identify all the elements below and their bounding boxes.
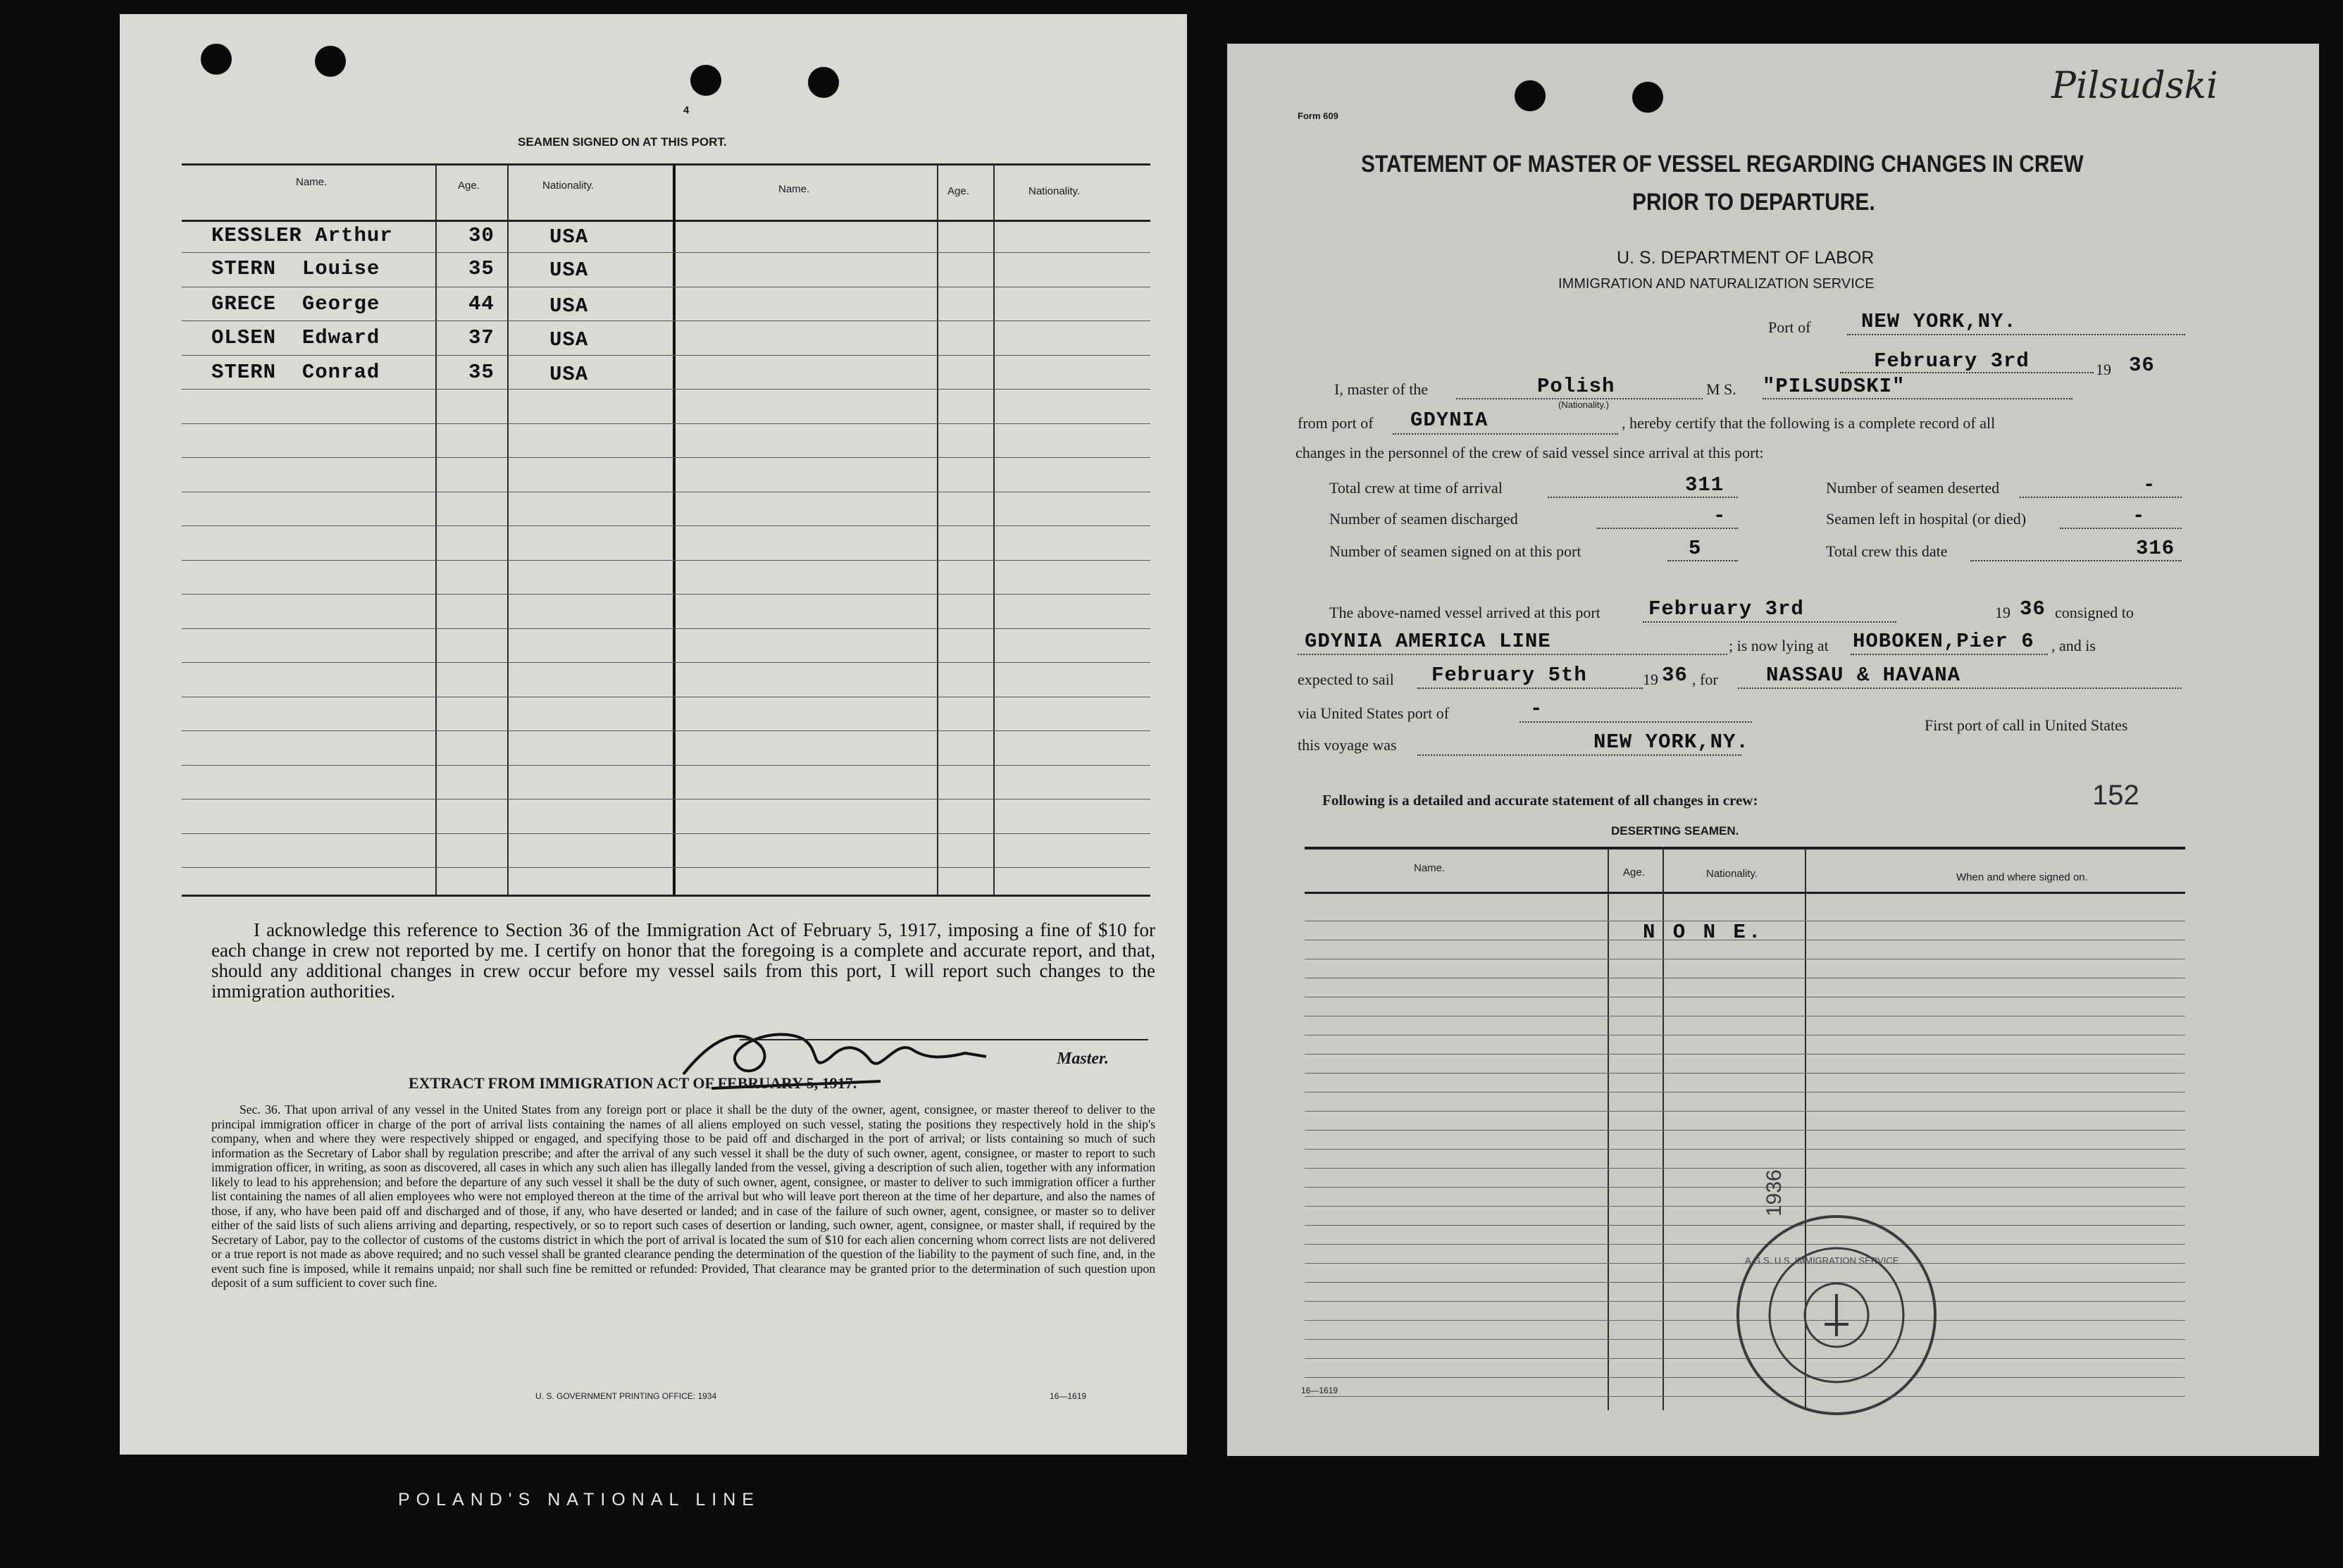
following-text: Following is a detailed and accurate statement of all changes in crew: xyxy=(1322,792,1758,809)
printer-line: U. S. GOVERNMENT PRINTING OFFICE: 1934 xyxy=(535,1391,717,1401)
form-code: 16—1619 xyxy=(1301,1386,1338,1395)
left-page xyxy=(120,14,1187,1560)
form-title: PRIOR TO DEPARTURE. xyxy=(1632,189,1875,216)
column-header-nationality: Nationality. xyxy=(1706,868,1758,880)
column-header-nationality: Nationality. xyxy=(1028,185,1081,197)
form-code: 16—1619 xyxy=(1050,1391,1087,1401)
table-rule xyxy=(1305,1187,2185,1188)
table-rule xyxy=(182,594,1150,595)
table-cell-nationality: USA xyxy=(549,225,589,249)
punch-hole xyxy=(1515,80,1546,111)
vessel-type: M S. xyxy=(1706,380,1736,398)
footer-strip xyxy=(120,1455,1187,1560)
and-is-label: , and is xyxy=(2051,637,2096,654)
lying-label: ; is now lying at xyxy=(1729,637,1829,654)
first-port-label: First port of call in United States xyxy=(1925,716,2128,734)
punch-hole xyxy=(315,46,346,77)
table-cell-nationality: USA xyxy=(549,363,589,386)
date-value: February 3rd xyxy=(1874,349,2030,373)
table-rule xyxy=(182,867,1150,868)
extract-title: EXTRACT FROM IMMIGRATION ACT OF FEBRUARY 5, 1917. xyxy=(409,1074,857,1092)
form-title: STATEMENT OF MASTER OF VESSEL REGARDING CHANGES IN CREW xyxy=(1361,151,2084,178)
table-rule xyxy=(182,457,1150,458)
sail-year-value: 36 xyxy=(1662,664,1688,687)
punch-hole xyxy=(1632,82,1663,113)
table-row: STERN Louise xyxy=(211,257,380,280)
table-rule xyxy=(182,765,1150,766)
stat-value: 316 xyxy=(2136,537,2175,560)
table-rule xyxy=(182,525,1150,526)
right-page xyxy=(1227,44,2319,1456)
column-header-age: Age. xyxy=(947,185,969,197)
expected-label: expected to sail xyxy=(1298,671,1394,688)
table-cell-nationality: USA xyxy=(549,259,589,282)
table-rule xyxy=(1305,1168,2185,1169)
table-rule xyxy=(1305,1073,2185,1074)
table-rule xyxy=(182,355,1150,356)
stat-value: - xyxy=(2132,504,2146,528)
table-rule xyxy=(1305,1092,2185,1093)
stamp-text: A.G.S. U.S. IMMIGRATION SERVICE xyxy=(1745,1255,1899,1266)
acknowledgement-text: I acknowledge this reference to Section 36 of the Immigration Act of February 5, 1917, imposing a fine of $10 for each change in crew not reported by me. I certify on honor that the foregoing is a complete and accurate report, and that, should any additional changes in crew occur before my vessel sails from this port, I will report such changes to the immigration authorities. xyxy=(211,919,1155,1002)
table-rule xyxy=(182,560,1150,561)
table-rule xyxy=(182,730,1150,731)
arrived-label: The above-named vessel arrived at this port xyxy=(1329,604,1601,621)
table-cell-age: 30 xyxy=(468,224,495,247)
arrived-year-prefix: 19 xyxy=(1995,604,2010,621)
table-row: OLSEN Edward xyxy=(211,326,380,349)
master-of-label: I, master of the xyxy=(1334,380,1429,398)
none-value: N O N E. xyxy=(1643,921,1764,944)
consignee-value: GDYNIA AMERICA LINE xyxy=(1305,630,1551,653)
column-header-nationality: Nationality. xyxy=(542,180,595,192)
table-row: GRECE George xyxy=(211,292,380,316)
for-label: , for xyxy=(1692,671,1718,688)
via-label: via United States port of xyxy=(1298,704,1450,722)
table-row: STERN Conrad xyxy=(211,361,380,384)
table-cell-age: 35 xyxy=(468,361,495,384)
column-header-age: Age. xyxy=(1623,866,1645,878)
sail-value: February 5th xyxy=(1431,664,1587,687)
destination-value: NASSAU & HAVANA xyxy=(1766,664,1961,687)
immigration-stamp xyxy=(1720,1199,1946,1424)
table-row: KESSLER Arthur xyxy=(211,224,393,247)
stat-value: - xyxy=(2143,473,2156,497)
punch-hole xyxy=(690,65,721,96)
table-cell-age: 37 xyxy=(468,326,495,349)
annotation-number: 152 xyxy=(2092,780,2139,811)
nationality-value: Polish xyxy=(1537,375,1615,398)
handwritten-note: Pilsudski xyxy=(2051,65,2218,107)
from-port-label: from port of xyxy=(1298,414,1374,432)
stat-value: - xyxy=(1713,504,1727,528)
table-rule xyxy=(182,423,1150,424)
stat-value: 311 xyxy=(1685,473,1724,497)
deserting-title: DESERTING SEAMEN. xyxy=(1611,824,1739,838)
voyage-value: NEW YORK,NY. xyxy=(1593,730,1749,754)
column-header-name: Name. xyxy=(296,176,328,188)
stat-label: Seamen left in hospital (or died) xyxy=(1826,510,2027,528)
stat-label: Number of seamen discharged xyxy=(1329,510,1518,528)
table-cell-age: 44 xyxy=(468,292,495,316)
changes-text: changes in the personnel of the crew of said vessel since arrival at this port: xyxy=(1295,444,1764,461)
consigned-label: consigned to xyxy=(2055,604,2134,621)
stat-label: Total crew this date xyxy=(1826,542,1948,560)
column-header-name: Name. xyxy=(1414,862,1446,874)
master-label: Master. xyxy=(1057,1050,1110,1068)
section-36-text: Sec. 36. That upon arrival of any vessel in the United States from any foreign port or place it shall be the duty of the owner, agent, consignee, or master thereof to deliver to the principal immigration officer in charge of the port of arrival lists containing the names of all aliens employed on such vessel, stating the positions they respectively hold in the ship's company, when and where they were respectively shipped or engaged, and specifying those to be paid off and discharged in the port of arrival; or lists containing so much of such information as the Secretary of Labor shall by regulation prescribe; and after the arrival of any such vessel it shall be the duty of such owner, agent, consignee, or master to report to such immigration officer, in writing, as soon as discovered, all cases in which any such alien has illegally landed from the vessel, giving a description of such alien, together with any information likely to lead to his apprehension; and before the departure of any such vessel it shall be the duty of such owner, agent, consignee, or master to deliver to such immigration officer a further list containing the names of all alien employees who were not employed thereon at the time of the arrival but who will leave port thereon at the time of her departure, and also the names of those, if any, who have been paid off and discharged and of those, if any, who have deserted or landed; and in case of the failure of such owner, agent, consignee, or master so to deliver either of the said lists of such aliens arriving and departing, respectively, or so to report such cases of desertion or landing, such owner, agent, consignee, or master shall, if required by the Secretary of Labor, pay to the collector of customs of the customs district in which the port of arrival is located the sum of $10 for each alien concerning whom correct lists are not delivered or a true report is not made as above required; and no such vessel shall be granted clearance pending the determination of the question of the liability to the payment of such fine, and, in the event such fine is imposed, while it remains unpaid; nor shall such fine be remitted or refunded: Provided, That clearance may be granted prior to the determination of such question upon deposit of a sum sufficient to cover such fine. xyxy=(211,1102,1155,1290)
table-rule xyxy=(182,833,1150,834)
sail-year-prefix: 19 xyxy=(1643,671,1658,688)
port-value: NEW YORK,NY. xyxy=(1861,310,2017,333)
via-value: - xyxy=(1530,697,1543,721)
page-number: 4 xyxy=(683,104,690,116)
stat-value: 5 xyxy=(1689,537,1702,560)
certify-text: , hereby certify that the following is a complete record of all xyxy=(1622,414,1996,432)
table-cell-nationality: USA xyxy=(549,328,589,351)
vessel-name: "PILSUDSKI" xyxy=(1763,375,1906,398)
arrived-value: February 3rd xyxy=(1648,597,1804,621)
table-rule xyxy=(1305,1111,2185,1112)
punch-hole xyxy=(201,44,232,75)
stamp-year: 1936 xyxy=(1763,1169,1786,1217)
table-rule xyxy=(1305,1130,2185,1131)
table-rule xyxy=(182,389,1150,390)
table-rule xyxy=(182,628,1150,629)
voyage-label: this voyage was xyxy=(1298,736,1397,754)
lying-value: HOBOKEN,Pier 6 xyxy=(1853,630,2034,653)
column-header-name: Name. xyxy=(778,183,810,195)
from-port-value: GDYNIA xyxy=(1410,409,1489,432)
department: U. S. DEPARTMENT OF LABOR xyxy=(1617,248,1875,268)
section-title: SEAMEN SIGNED ON AT THIS PORT. xyxy=(518,135,727,149)
stat-label: Number of seamen deserted xyxy=(1826,479,2000,497)
punch-hole xyxy=(808,67,839,98)
stat-label: Number of seamen signed on at this port xyxy=(1329,542,1581,560)
table-rule xyxy=(1305,1149,2185,1150)
nationality-caption: (Nationality.) xyxy=(1558,399,1610,410)
form-label: Form 609 xyxy=(1298,111,1338,121)
table-cell-age: 35 xyxy=(468,257,495,280)
year-prefix: 19 xyxy=(2096,361,2111,378)
stat-label: Total crew at time of arrival xyxy=(1329,479,1503,497)
column-header-when-where: When and where signed on. xyxy=(1956,871,2088,883)
column-header-age: Age. xyxy=(458,180,480,192)
service: IMMIGRATION AND NATURALIZATION SERVICE xyxy=(1558,276,1875,292)
year-value: 36 xyxy=(2129,354,2155,377)
arrived-year-value: 36 xyxy=(2020,597,2046,621)
table-cell-nationality: USA xyxy=(549,294,589,318)
table-rule xyxy=(182,662,1150,663)
table-rule xyxy=(182,252,1150,253)
port-label: Port of xyxy=(1768,318,1811,336)
footer-brand: POLAND'S NATIONAL LINE xyxy=(398,1490,760,1510)
